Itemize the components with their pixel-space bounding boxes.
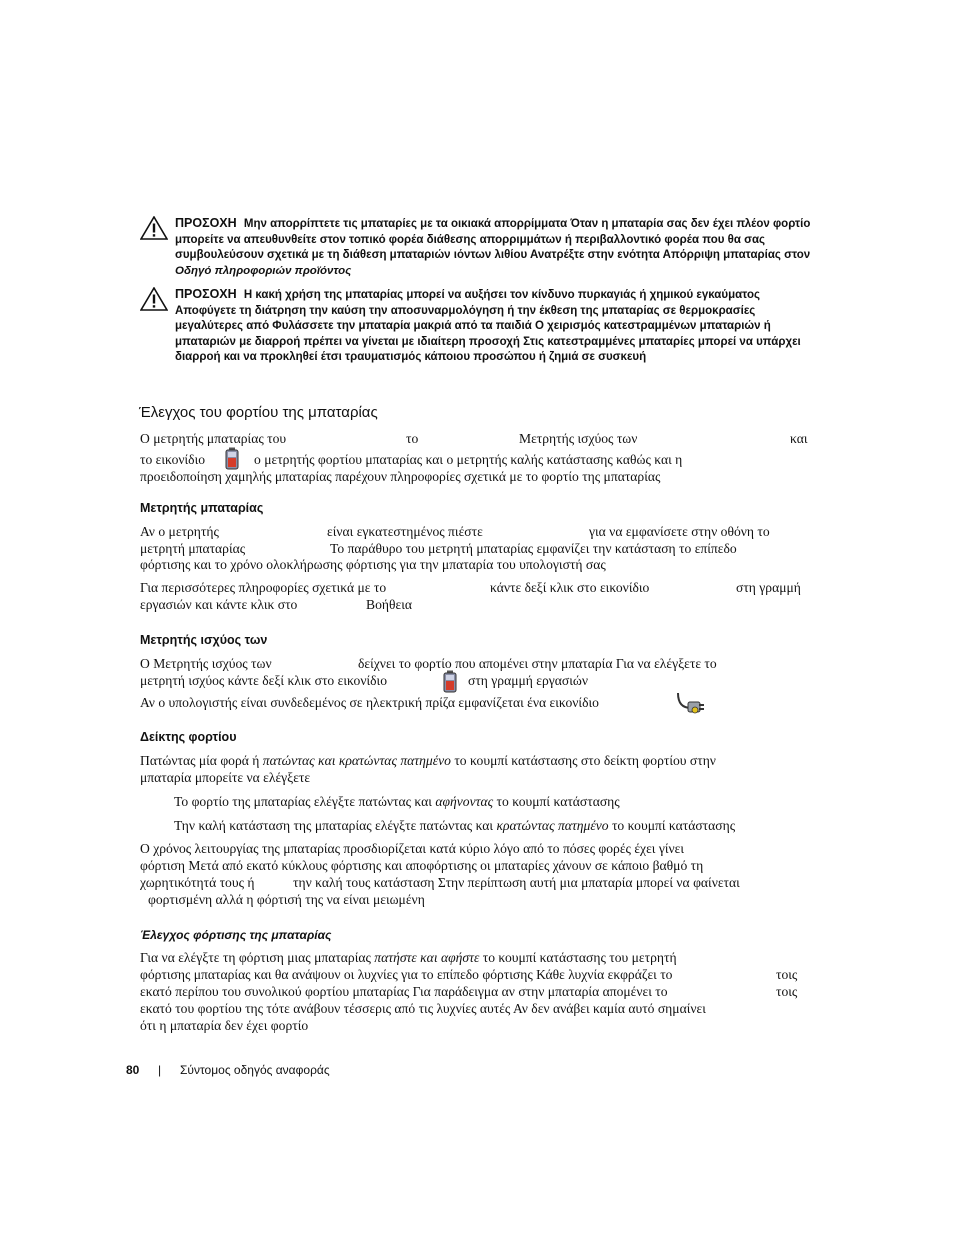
- caution-label: ΠΡΟΣΟΧΗ: [175, 216, 237, 230]
- warning-triangle-icon: [140, 287, 168, 311]
- battery-icon: [442, 670, 458, 694]
- charge-check-heading: Έλεγχος φόρτισης της μπαταρίας: [140, 928, 332, 942]
- charge-gauge-heading: Δείκτης φορτίου: [140, 730, 237, 744]
- caution-text: ΠΡΟΣΟΧΗ Μην απορρίπτετε τις μπαταρίες με τα οικιακά απορρίμματα Όταν η μπαταρία σας δεν έχει πλέον φορτίο μπορείτε να απευθυνθείτε στον τοπικό φορέα διάθεσης απορριμμάτων ή περιβαλλοντικό φορέα που θα σας συμβουλεύσουν σχετικά με τη διάθεση μπαταριών ιόντων λιθίου Ανατρέξτε στην ενότητα Απόρριψη μπαταρίας στον Οδηγό πληροφοριών προϊόντος: [175, 216, 811, 277]
- product-guide-reference: Οδηγό πληροφοριών προϊόντος: [175, 264, 352, 277]
- section-title: Έλεγχος του φορτίου της μπαταρίας: [139, 404, 378, 421]
- ac-power-plug-icon: [675, 690, 705, 716]
- list-item: Το φορτίο της μπαταρίας ελέγξτε πατώντας και αφήνοντας το κουμπί κατάστασης: [174, 794, 620, 809]
- caution-text: ΠΡΟΣΟΧΗ Η κακή χρήση της μπαταρίας μπορεί να αυξήσει τον κίνδυνο πυρκαγιάς ή χημικού εγκαύματος Αποφύγετε τη διάτρηση την καύση την αποσυναρμολόγηση ή την έκθεση της μπαταρίας σε θερμοκρασίες μεγαλύτερες από Φυλάσσετε την μπαταρία μακριά από τα παιδιά Ο χειρισμός κατεστραμμένων μπαταριών ή μπαταριών με διαρροή πρέπει να γίνεται με ιδιαίτερη προσοχή Στις κατεστραμμένες μπαταρίες μπορεί να υπάρχει διαρροή και να προκληθεί έτσι τραυματισμός κάποιου προσώπου ή ζημιά σε συσκευή: [175, 287, 801, 364]
- caution-notice-fire: [140, 287, 820, 366]
- power-meter-heading: Μετρητής ισχύος των: [140, 633, 268, 647]
- battery-meter-heading: Μετρητής μπαταρίας: [140, 501, 264, 515]
- caution-notice-disposal: [140, 216, 820, 279]
- caution-label: ΠΡΟΣΟΧΗ: [175, 287, 237, 301]
- warning-triangle-icon: [140, 216, 168, 240]
- help-link: Βοήθεια: [366, 597, 412, 612]
- page-number: 80: [126, 1063, 140, 1077]
- footer-title: Σύντομος οδηγός αναφοράς: [180, 1063, 330, 1077]
- footer-separator: |: [158, 1063, 162, 1077]
- list-item: Την καλή κατάσταση της μπαταρίας ελέγξτε πατώντας και κρατώντας πατημένο το κουμπί κατάστασης: [174, 818, 736, 833]
